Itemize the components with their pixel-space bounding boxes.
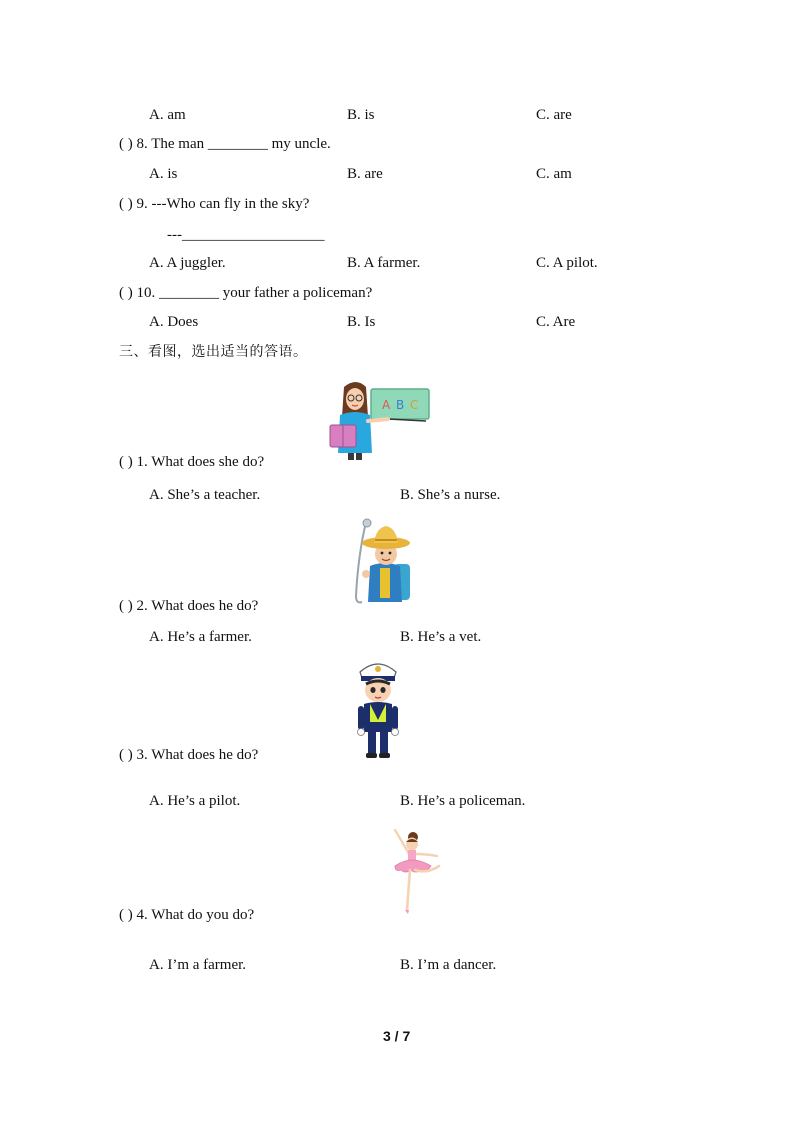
q7-option-b: B. is (347, 107, 375, 123)
q8-option-a: A. is (149, 166, 178, 182)
farmer-illustration (346, 516, 416, 608)
p3-q2-option-b: B. He’s a vet. (400, 629, 482, 645)
teacher-illustration (326, 377, 434, 461)
p3-q1-option-a: A. She’s a teacher. (149, 487, 261, 503)
q9-answer-line: ---___________________ (167, 227, 325, 243)
q8-stem: ( ) 8. The man ________ my uncle. (119, 136, 331, 152)
q8-option-c: C. am (536, 166, 572, 182)
p3-q3-stem: ( ) 3. What does he do? (119, 747, 259, 763)
p3-q1-stem: ( ) 1. What does she do? (119, 454, 265, 470)
q9-option-a: A. A juggler. (149, 255, 226, 271)
policeman-illustration (352, 656, 404, 760)
board-letter-a: A (382, 398, 391, 412)
q9-stem: ( ) 9. ---Who can fly in the sky? (119, 196, 310, 212)
p3-q2-option-a: A. He’s a farmer. (149, 629, 252, 645)
p3-q3-option-a: A. He’s a pilot. (149, 793, 241, 809)
dancer-illustration (383, 824, 445, 916)
q10-option-a: A. Does (149, 314, 199, 330)
q8-option-b: B. are (347, 166, 383, 182)
p3-q4-option-a: A. I’m a farmer. (149, 957, 247, 973)
section-3-heading: 三、看图，选出适当的答语。 (119, 344, 308, 360)
q10-option-b: B. Is (347, 314, 376, 330)
board-letter-b: B (396, 398, 405, 412)
p3-q4-stem: ( ) 4. What do you do? (119, 907, 255, 923)
p3-q2-stem: ( ) 2. What does he do? (119, 598, 259, 614)
board-letter-c: C (410, 398, 419, 412)
q9-option-c: C. A pilot. (536, 255, 598, 271)
p3-q4-option-b: B. I’m a dancer. (400, 957, 497, 973)
p3-q3-option-b: B. He’s a policeman. (400, 793, 526, 809)
q10-option-c: C. Are (536, 314, 576, 330)
q9-option-b: B. A farmer. (347, 255, 421, 271)
q7-option-a: A. am (149, 107, 186, 123)
page-number: 3 / 7 (383, 1028, 411, 1044)
q10-stem: ( ) 10. ________ your father a policeman? (119, 285, 373, 301)
p3-q1-option-b: B. She’s a nurse. (400, 487, 501, 503)
q7-option-c: C. are (536, 107, 572, 123)
